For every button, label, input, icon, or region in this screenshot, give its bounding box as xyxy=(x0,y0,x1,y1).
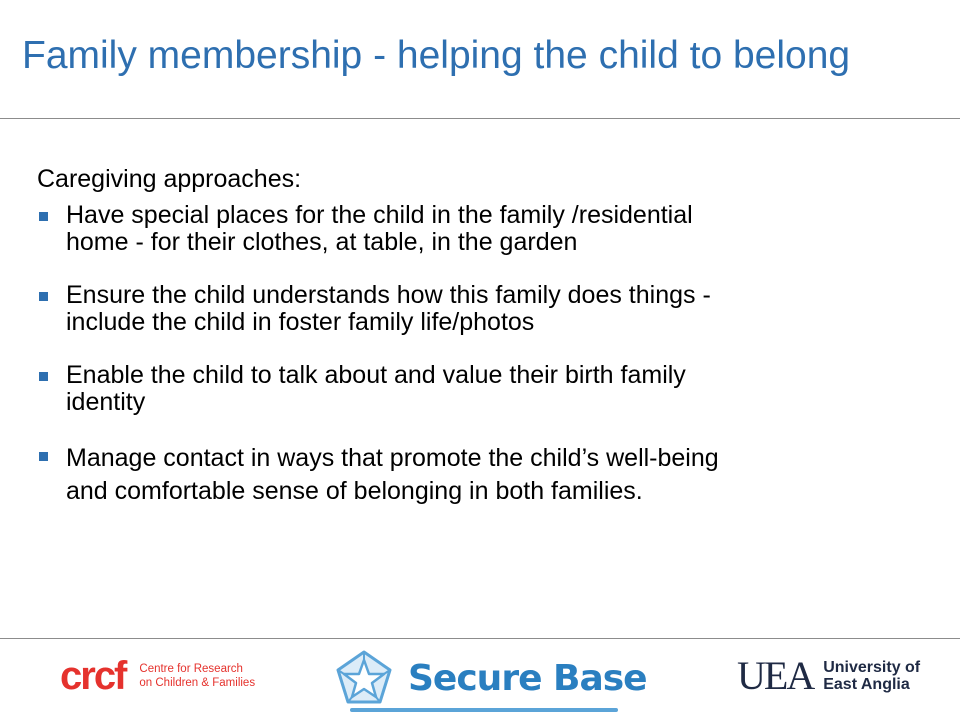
bullet-text-line: Enable the child to talk about and value their birth family xyxy=(66,361,686,389)
crcf-wordmark: crcf xyxy=(60,654,126,698)
uea-monogram: UEA xyxy=(737,653,814,698)
bullet-text-line: Ensure the child understands how this family does things - xyxy=(66,281,711,309)
slide-title: Family membership - helping the child to belong xyxy=(22,34,851,77)
bullet-text-line: Have special places for the child in the family /residential xyxy=(66,201,693,229)
intro-text: Caregiving approaches: xyxy=(37,165,302,193)
crcf-subtitle-line: on Children & Families xyxy=(139,677,256,689)
bullet-item xyxy=(37,202,917,256)
crcf-logo xyxy=(60,656,255,696)
slide-body xyxy=(37,164,917,534)
uea-name-line: East Anglia xyxy=(823,676,910,693)
title-divider xyxy=(0,118,960,119)
footer-divider xyxy=(0,638,960,639)
bullet-text-line: Manage contact in ways that promote the child’s well-being xyxy=(66,444,719,472)
bullet-item xyxy=(37,282,917,336)
uea-logo xyxy=(737,653,921,698)
secure-base-logo xyxy=(334,648,647,716)
uea-name-line: University of xyxy=(823,659,921,676)
secure-base-underline xyxy=(350,708,618,712)
bullet-text-line: identity xyxy=(66,388,146,416)
crcf-subtitle xyxy=(139,662,255,690)
bullet-item xyxy=(37,442,917,508)
square-bullet-icon xyxy=(39,212,48,221)
square-bullet-icon xyxy=(39,372,48,381)
bullet-text-line: include the child in foster family life/photos xyxy=(66,308,535,336)
bullet-item xyxy=(37,362,917,416)
secure-base-wordmark: Secure Base xyxy=(408,658,647,699)
bullet-list xyxy=(37,202,917,508)
bullet-text-line: and comfortable sense of belonging in both families. xyxy=(66,477,643,505)
square-bullet-icon xyxy=(39,292,48,301)
square-bullet-icon xyxy=(39,452,48,461)
star-in-pentagon-icon xyxy=(334,648,394,708)
uea-name xyxy=(823,659,920,693)
crcf-subtitle-line: Centre for Research xyxy=(139,663,243,675)
bullet-text-line: home - for their clothes, at table, in the garden xyxy=(66,228,578,256)
